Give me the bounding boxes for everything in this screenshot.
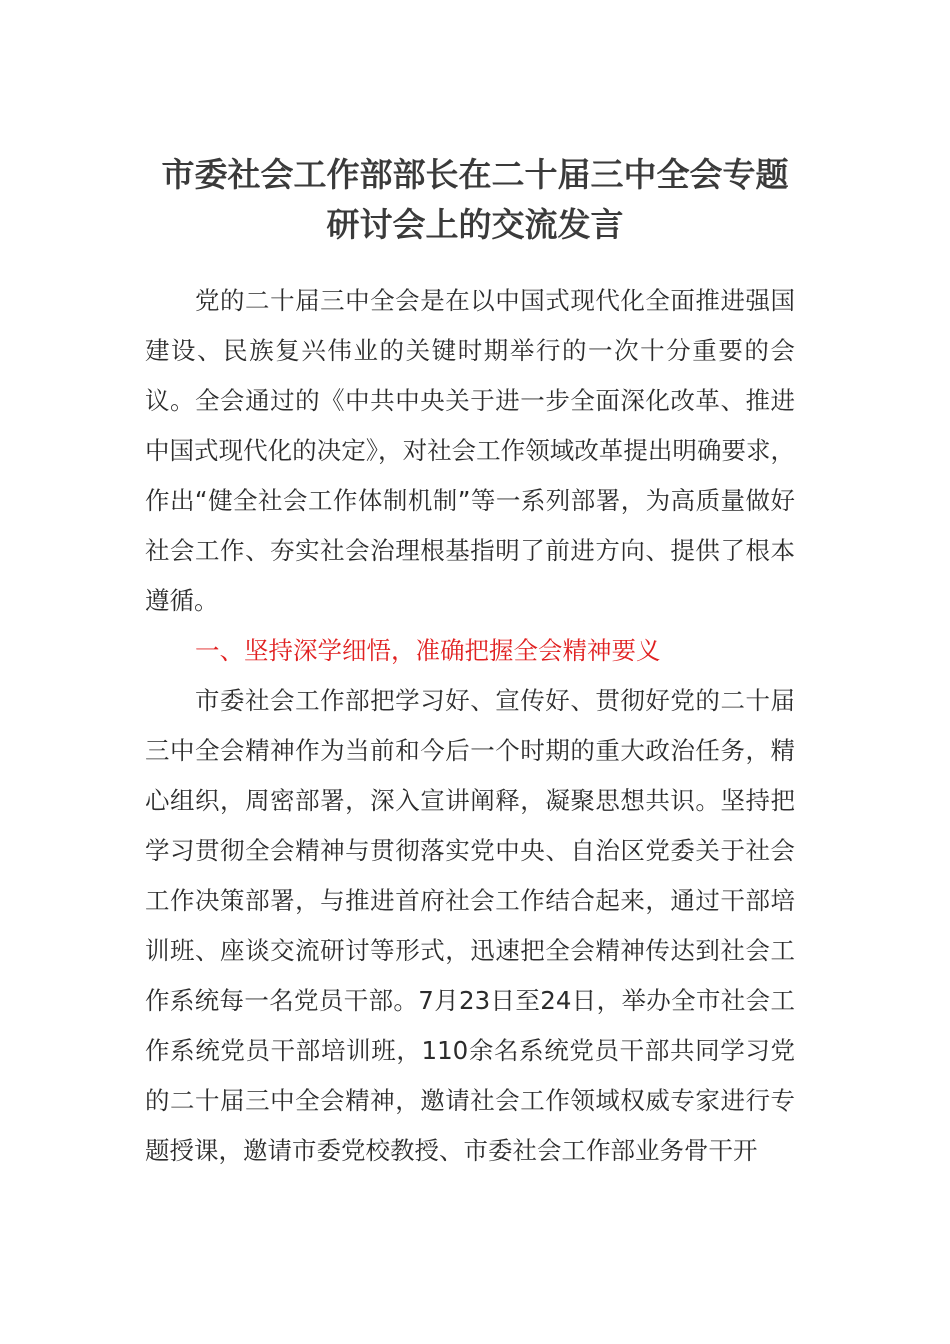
- document-title: [100, 150, 850, 250]
- section-heading-1: 一、坚持深学细悟，准确把握全会精神要义: [195, 636, 661, 665]
- title-line-1: 市委社会工作部部长在二十届三中全会专题: [161, 155, 789, 194]
- paragraph-section-1: 市委社会工作部把学习好、宣传好、贯彻好党的二十届三中全会精神作为当前和今后一个时期的重大政治任务，精心组织，周密部署，深入宣讲阐释，凝聚思想共识。坚持把学习贯彻全会精神与贯彻落实党中央、自治区党委关于社会工作决策部署，与推进首府社会工作结合起来，通过干部培训班、座谈交流研讨等形式，迅速把全会精神传达到社会工作系统每一名党员干部。7月23日至24日，举办全市社会工作系统党员干部培训班，110余名系统党员干部共同学习党的二十届三中全会精神，邀请社会工作领域权威专家进行专题授课，邀请市委党校教授、市委社会工作部业务骨干开: [145, 686, 795, 1165]
- title-line-2: 研讨会上的交流发言: [326, 205, 624, 244]
- paragraph-intro: 党的二十届三中全会是在以中国式现代化全面推进强国建设、民族复兴伟业的关键时期举行的一次十分重要的会议。全会通过的《中共中央关于进一步全面深化改革、推进中国式现代化的决定》，对社会工作领域改革提出明确要求，作出“健全社会工作体制机制”等一系列部署，为高质量做好社会工作、夯实社会治理根基指明了前进方向、提供了根本遵循。: [145, 286, 795, 615]
- document-body: [145, 276, 795, 1176]
